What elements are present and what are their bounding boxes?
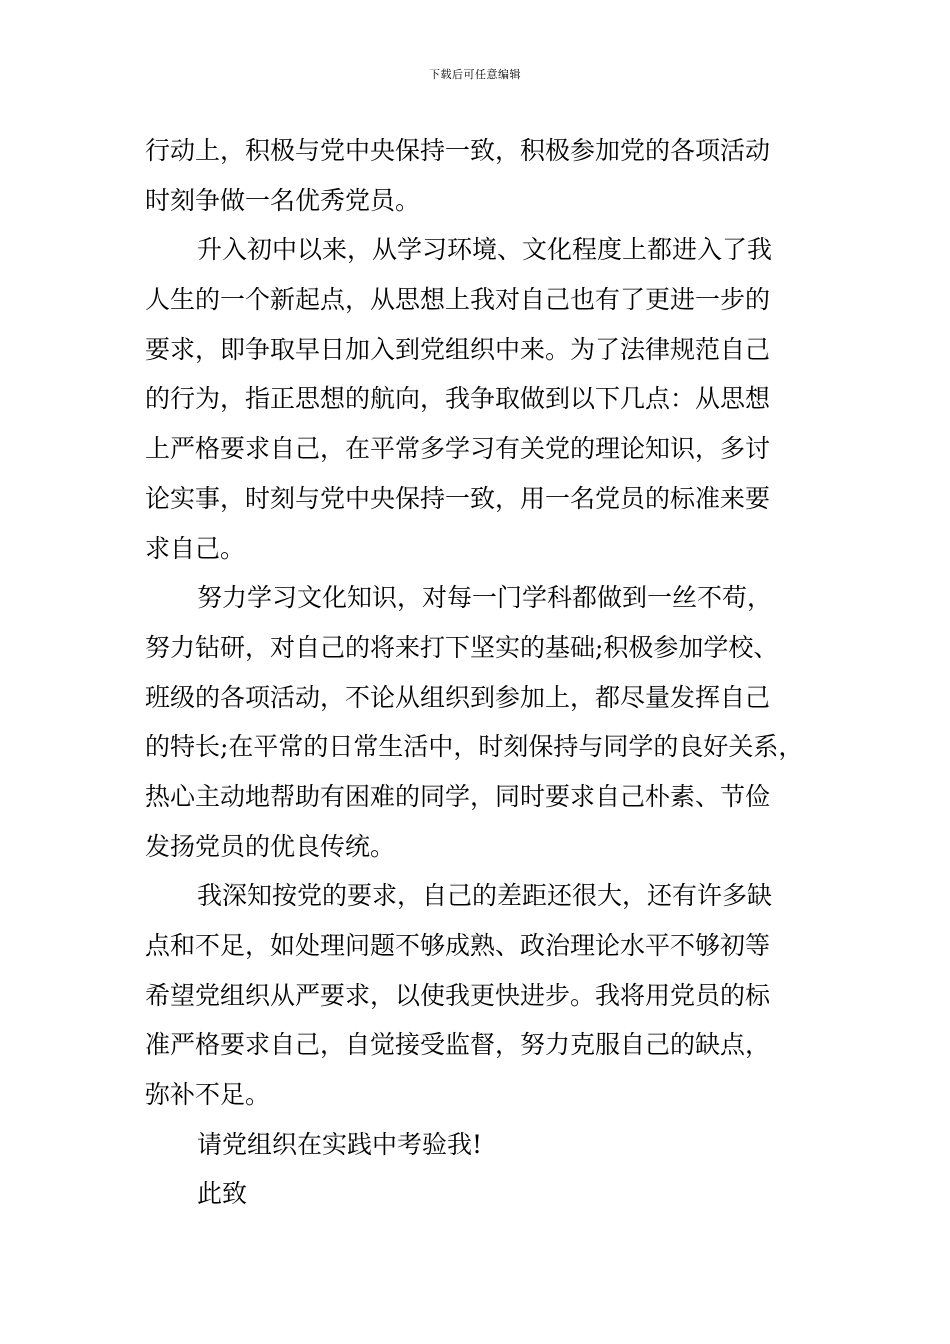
text-line: 人生的一个新起点，从思想上我对自己也有了更进一步的 bbox=[145, 285, 771, 315]
text-line: 努力钻研，对自己的将来打下坚实的基础;积极参加学校、 bbox=[145, 632, 779, 662]
text-line: 时刻争做一名优秀党员。 bbox=[145, 185, 421, 215]
text-line: 的行为，指正思想的航向，我争取做到以下几点：从思想 bbox=[145, 384, 771, 414]
text-line: 升入初中以来，从学习环境、文化程度上都进入了我 bbox=[197, 235, 773, 265]
text-line: 准严格要求自己，自觉接受监督，努力克服自己的缺点， bbox=[145, 1030, 771, 1060]
text-line: 上严格要求自己，在平常多学习有关党的理论知识，多讨 bbox=[145, 434, 771, 464]
text-line: 热心主动地帮助有困难的同学，同时要求自己朴素、节俭 bbox=[145, 781, 771, 811]
text-line: 我深知按党的要求，自己的差距还很大，还有许多缺 bbox=[197, 881, 773, 911]
text-line: 论实事，时刻与党中央保持一致，用一名党员的标准来要 bbox=[145, 483, 771, 513]
text-line: 发扬党员的优良传统。 bbox=[145, 831, 396, 861]
text-line: 弥补不足。 bbox=[145, 1080, 271, 1110]
text-line: 努力学习文化知识，对每一门学科都做到一丝不苟， bbox=[197, 583, 773, 613]
text-line: 请党组织在实践中考验我! bbox=[197, 1129, 483, 1159]
document-body bbox=[145, 126, 810, 1219]
text-line: 班级的各项活动，不论从组织到参加上，都尽量发挥自己 bbox=[145, 682, 771, 712]
text-line: 的特长;在平常的日常生活中，时刻保持与同学的良好关系， bbox=[145, 732, 804, 762]
text-line: 希望党组织从严要求，以使我更快进步。我将用党员的标 bbox=[145, 980, 771, 1010]
text-line: 此致 bbox=[197, 1179, 248, 1209]
text-line: 行动上，积极与党中央保持一致，积极参加党的各项活动 bbox=[145, 136, 771, 165]
text-line: 求自己。 bbox=[145, 533, 246, 563]
page-header: 下载后可任意编辑 bbox=[429, 68, 521, 81]
text-line: 点和不足，如处理问题不够成熟、政治理论水平不够初等 bbox=[145, 931, 771, 960]
text-line: 要求，即争取早日加入到党组织中来。为了法律规范自己 bbox=[145, 334, 771, 364]
